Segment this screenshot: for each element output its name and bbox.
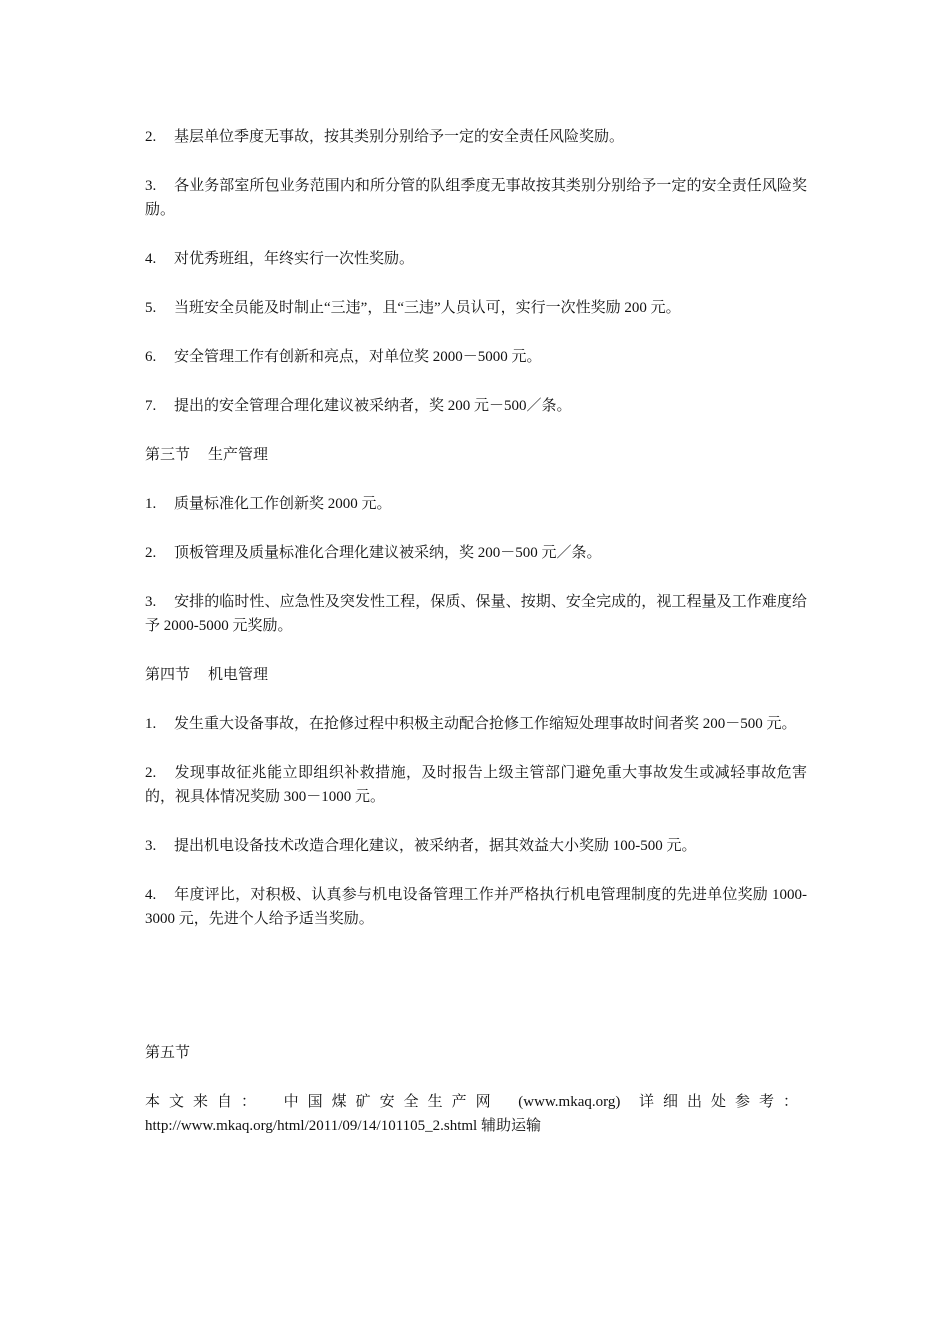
item-number: 2. (145, 765, 157, 781)
source-url: http://www.mkaq.org/html/2011/09/14/101105_2.shtml (145, 1118, 478, 1134)
source-site-name: 中国煤矿安全生产网 (283, 1094, 500, 1110)
section-heading-4 (145, 663, 807, 687)
item-number: 3. (145, 594, 157, 610)
item-text: 顶板管理及质量标准化合理化建议被采纳，奖 200－500 元／条。 (174, 545, 602, 561)
item-number: 2. (145, 545, 157, 561)
list-item (145, 296, 807, 320)
section-label: 第五节 (145, 1045, 191, 1061)
item-number: 6. (145, 349, 157, 365)
source-tail: 辅助运输 (480, 1118, 541, 1134)
item-number: 1. (145, 716, 157, 732)
list-item (145, 174, 807, 222)
list-item (145, 834, 807, 858)
source-attribution (145, 1090, 807, 1138)
item-number: 5. (145, 300, 157, 316)
source-ref-label: 详细出处参考： (638, 1094, 807, 1110)
document-body (145, 125, 807, 1138)
section-heading-3 (145, 443, 807, 467)
item-text: 安全管理工作有创新和亮点，对单位奖 2000－5000 元。 (174, 349, 542, 365)
item-text: 当班安全员能及时制止“三违”，且“三违”人员认可，实行一次性奖励 200 元。 (174, 300, 681, 316)
list-item (145, 247, 807, 271)
list-item (145, 125, 807, 149)
section-label: 第四节 (145, 667, 191, 683)
item-number: 3. (145, 838, 157, 854)
list-item (145, 492, 807, 516)
item-text: 各业务部室所包业务范围内和所分管的队组季度无事故按其类别分别给予一定的安全责任风险奖励。 (145, 178, 807, 218)
item-number: 2. (145, 129, 157, 145)
item-number: 1. (145, 496, 157, 512)
section-title: 生产管理 (208, 447, 269, 463)
source-domain: (www.mkaq.org) (518, 1094, 621, 1110)
list-item (145, 883, 807, 931)
list-item (145, 712, 807, 736)
item-text: 基层单位季度无事故，按其类别分别给予一定的安全责任风险奖励。 (174, 129, 625, 145)
item-text: 质量标准化工作创新奖 2000 元。 (174, 496, 392, 512)
item-number: 4. (145, 887, 157, 903)
item-text: 安排的临时性、应急性及突发性工程，保质、保量、按期、安全完成的，视工程量及工作难度给予 2000-5000 元奖励。 (145, 594, 807, 634)
item-text: 年度评比，对积极、认真参与机电设备管理工作并严格执行机电管理制度的先进单位奖励 1000-3000 元，先进个人给予适当奖励。 (145, 887, 807, 927)
item-text: 发生重大设备事故，在抢修过程中积极主动配合抢修工作缩短处理事故时间者奖 200－500 元。 (174, 716, 797, 732)
item-number: 4. (145, 251, 157, 267)
source-prefix: 本文来自： (145, 1094, 266, 1110)
section-heading-5 (145, 1041, 807, 1065)
source-url-line (145, 1114, 807, 1138)
source-line (145, 1090, 807, 1114)
list-item (145, 345, 807, 369)
list-item (145, 541, 807, 565)
item-text: 提出的安全管理合理化建议被采纳者，奖 200 元－500／条。 (174, 398, 572, 414)
list-item (145, 761, 807, 809)
list-item (145, 394, 807, 418)
item-text: 发现事故征兆能立即组织补救措施，及时报告上级主管部门避免重大事故发生或减轻事故危害的，视具体情况奖励 300－1000 元。 (145, 765, 807, 805)
section-label: 第三节 (145, 447, 191, 463)
list-item (145, 590, 807, 638)
item-number: 7. (145, 398, 157, 414)
item-text: 对优秀班组，年终实行一次性奖励。 (174, 251, 415, 267)
blank-space (145, 956, 807, 1041)
item-number: 3. (145, 178, 157, 194)
section-title: 机电管理 (208, 667, 269, 683)
item-text: 提出机电设备技术改造合理化建议，被采纳者，据其效益大小奖励 100-500 元。 (174, 838, 697, 854)
